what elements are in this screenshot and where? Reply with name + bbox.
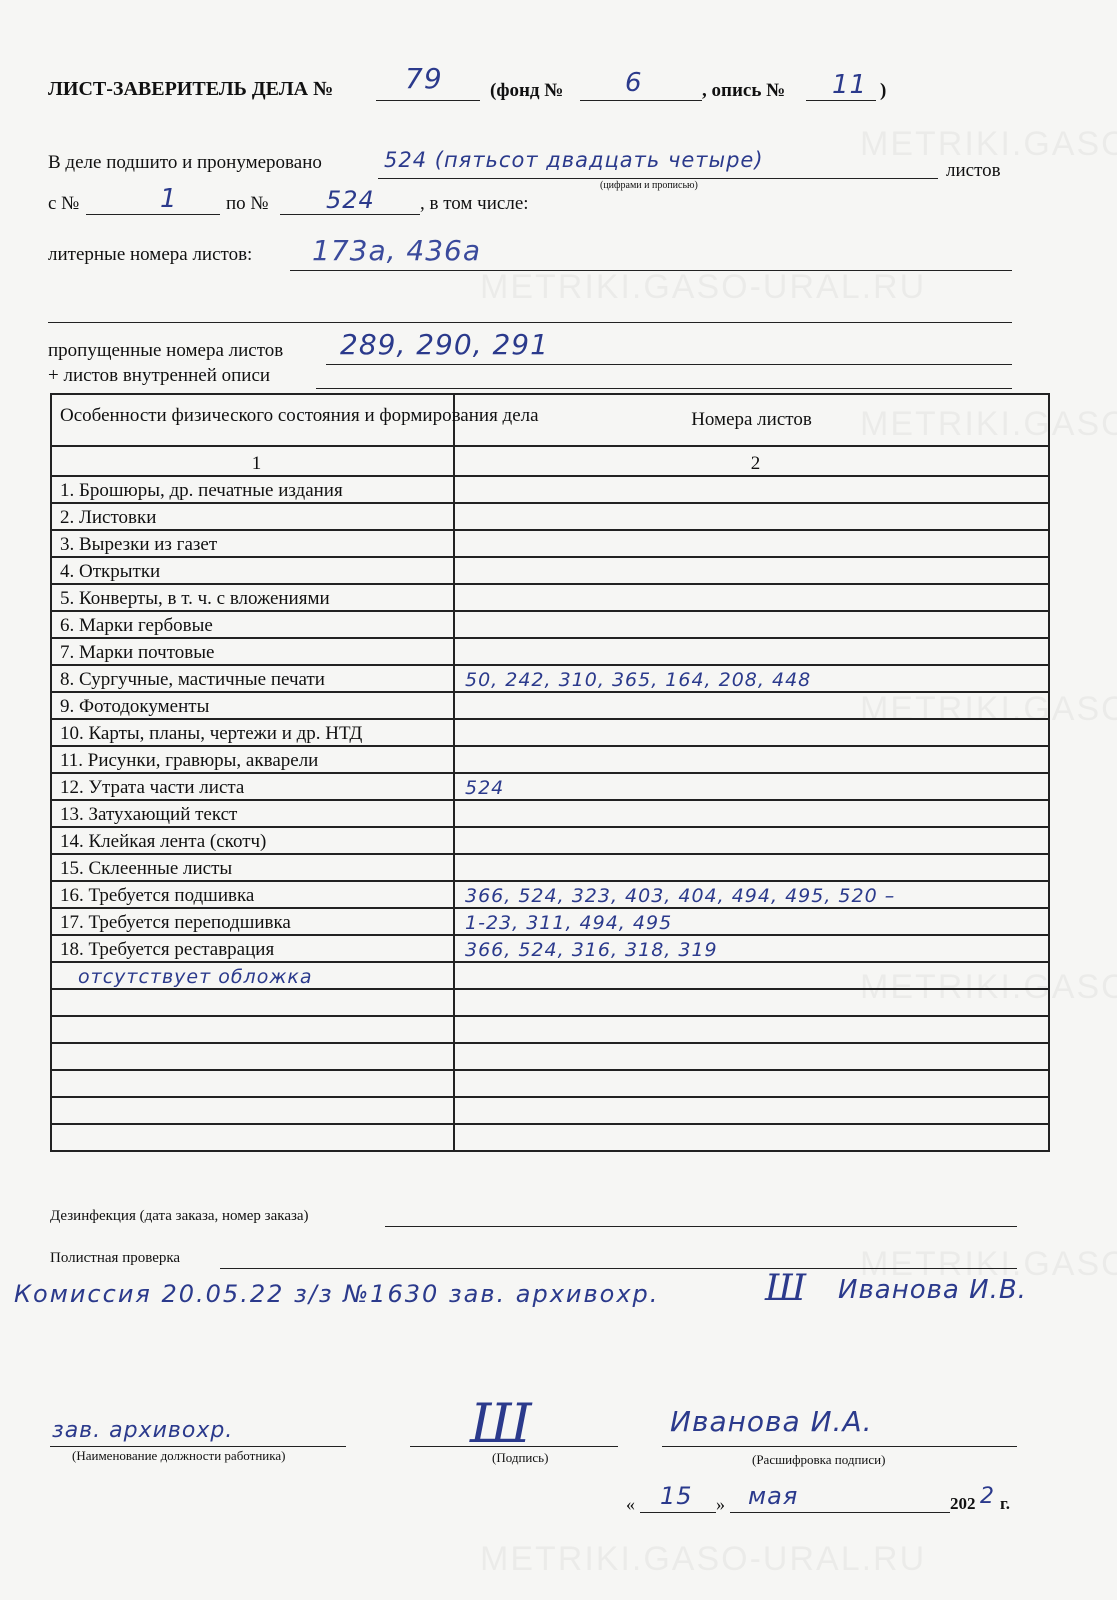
opis-label: , опись № xyxy=(702,80,786,101)
row-sheet-numbers xyxy=(454,503,1049,530)
year-prefix: 202 xyxy=(950,1494,976,1513)
row-sheet-numbers xyxy=(454,1124,1049,1151)
fond-no-line xyxy=(580,100,702,101)
table-row xyxy=(51,665,1049,692)
table-row xyxy=(51,989,1049,1016)
skipped-line xyxy=(326,364,1012,365)
literal-value: 173а, 436а xyxy=(312,234,482,267)
table-row xyxy=(51,935,1049,962)
check-label: Полистная проверка xyxy=(50,1250,181,1266)
sheets-value: 524 (пятьсот двадцать четыре) xyxy=(384,148,764,172)
opis-no-value: 11 xyxy=(832,70,868,100)
table-row xyxy=(51,746,1049,773)
row-label: 5. Конверты, в т. ч. с вложениями xyxy=(51,584,454,611)
row-sheet-numbers xyxy=(454,854,1049,881)
table-row xyxy=(51,1016,1049,1043)
table-row xyxy=(51,638,1049,665)
row-label: 18. Требуется реставрация xyxy=(51,935,454,962)
table-row xyxy=(51,827,1049,854)
table-row xyxy=(51,1124,1049,1151)
table-row xyxy=(51,962,1049,989)
row-label: 3. Вырезки из газет xyxy=(51,530,454,557)
row-sheet-numbers xyxy=(454,827,1049,854)
from-line xyxy=(86,214,220,215)
row-sheet-numbers: 366, 524, 316, 318, 319 xyxy=(454,935,1049,962)
row-label xyxy=(51,1043,454,1070)
name-line xyxy=(662,1446,1017,1447)
table-row xyxy=(51,854,1049,881)
literal-label: литерные номера листов: xyxy=(48,244,253,265)
month-line xyxy=(730,1512,950,1513)
table-row xyxy=(51,530,1049,557)
position-line xyxy=(50,1446,346,1447)
row-label: 2. Листовки xyxy=(51,503,454,530)
fond-label: (фонд № xyxy=(490,80,564,101)
from-label: с № xyxy=(48,193,80,214)
row-label: 15. Склеенные листы xyxy=(51,854,454,881)
skipped-value: 289, 290, 291 xyxy=(340,328,549,361)
incl-label: , в том числе: xyxy=(420,193,529,214)
row-sheet-numbers xyxy=(454,746,1049,773)
row-label: 9. Фотодокументы xyxy=(51,692,454,719)
quote-open: « xyxy=(626,1494,635,1514)
inner-label: + листов внутренней описи xyxy=(48,365,271,386)
row-label: 16. Требуется подшивка xyxy=(51,881,454,908)
signature-caption: (Подпись) xyxy=(492,1450,549,1465)
opis-no-line xyxy=(806,100,876,101)
row-label: 1. Брошюры, др. печатные издания xyxy=(51,476,454,503)
check-line xyxy=(220,1268,1017,1269)
row-sheet-numbers xyxy=(454,611,1049,638)
date-day: 15 xyxy=(660,1482,693,1510)
row-label xyxy=(51,1016,454,1043)
row-sheet-numbers xyxy=(454,584,1049,611)
row-sheet-numbers xyxy=(454,1043,1049,1070)
row-label: 14. Клейкая лента (скотч) xyxy=(51,827,454,854)
table-row xyxy=(51,773,1049,800)
name-value: Иванова И.А. xyxy=(670,1405,873,1438)
from-value: 1 xyxy=(160,184,178,214)
row-sheet-numbers xyxy=(454,1097,1049,1124)
to-value: 524 xyxy=(326,186,375,214)
sheets-caption: (цифрами и прописью) xyxy=(600,180,698,191)
row-sheet-numbers xyxy=(454,530,1049,557)
position-caption: (Наименование должности работника) xyxy=(72,1448,286,1463)
year-digit: 2 xyxy=(980,1484,995,1509)
disinfection-line xyxy=(385,1226,1017,1227)
year-suffix: г. xyxy=(1000,1494,1011,1513)
fond-no-value: 6 xyxy=(625,68,643,98)
row-sheet-numbers xyxy=(454,476,1049,503)
case-no-line xyxy=(376,100,480,101)
table-row xyxy=(51,557,1049,584)
check-signature: Ш xyxy=(765,1268,807,1309)
row-sheet-numbers: 524 xyxy=(454,773,1049,800)
name-caption: (Расшифровка подписи) xyxy=(752,1452,886,1467)
col2-header: Номера листов xyxy=(454,394,1049,446)
to-line xyxy=(280,214,420,215)
watermark xyxy=(480,268,926,307)
signature-mark: Ш xyxy=(470,1392,532,1455)
title-close: ) xyxy=(880,80,887,101)
row-label: 12. Утрата части листа xyxy=(51,773,454,800)
table-row xyxy=(51,908,1049,935)
sheets-label: В деле подшито и пронумеровано xyxy=(48,152,322,173)
table-row xyxy=(51,476,1049,503)
check-sign-name: Иванова И.В. xyxy=(838,1275,1027,1305)
row-label: 11. Рисунки, гравюры, акварели xyxy=(51,746,454,773)
row-label: отсутствует обложка xyxy=(51,962,454,989)
sheets-value-line xyxy=(378,178,938,179)
check-note: Комиссия 20.05.22 з/з №1630 зав. архивохр. xyxy=(14,1280,660,1308)
row-label xyxy=(51,1097,454,1124)
table-row xyxy=(51,692,1049,719)
row-label: 7. Марки почтовые xyxy=(51,638,454,665)
case-no-value: 79 xyxy=(405,62,443,95)
row-label xyxy=(51,1070,454,1097)
table-row xyxy=(51,503,1049,530)
row-sheet-numbers xyxy=(454,989,1049,1016)
watermark xyxy=(480,1540,926,1579)
to-label: по № xyxy=(226,193,269,214)
signature-line xyxy=(410,1446,618,1447)
row-sheet-numbers xyxy=(454,719,1049,746)
row-label xyxy=(51,989,454,1016)
row-sheet-numbers xyxy=(454,692,1049,719)
table-row xyxy=(51,1070,1049,1097)
skipped-label: пропущенные номера листов xyxy=(48,340,284,361)
day-line xyxy=(640,1512,716,1513)
row-sheet-numbers xyxy=(454,800,1049,827)
row-sheet-numbers: 366, 524, 323, 403, 404, 494, 495, 520 – xyxy=(454,881,1049,908)
table-row xyxy=(51,1043,1049,1070)
disinfection-label: Дезинфекция (дата заказа, номер заказа) xyxy=(50,1208,309,1224)
row-sheet-numbers xyxy=(454,962,1049,989)
table-row xyxy=(51,1097,1049,1124)
row-sheet-numbers: 50, 242, 310, 365, 164, 208, 448 xyxy=(454,665,1049,692)
table-row xyxy=(51,611,1049,638)
literal-line-2 xyxy=(48,322,1012,323)
table-row xyxy=(51,881,1049,908)
inner-line xyxy=(316,388,1012,389)
literal-line xyxy=(290,270,1012,271)
row-sheet-numbers: 1-23, 311, 494, 495 xyxy=(454,908,1049,935)
position-value: зав. архивохр. xyxy=(52,1418,234,1443)
row-label: 13. Затухающий текст xyxy=(51,800,454,827)
table-row xyxy=(51,800,1049,827)
col1-number: 1 xyxy=(51,446,454,476)
sheets-suffix: листов xyxy=(946,160,1001,181)
row-label: 8. Сургучные, мастичные печати xyxy=(51,665,454,692)
date-month: мая xyxy=(748,1482,799,1510)
row-sheet-numbers xyxy=(454,1016,1049,1043)
row-sheet-numbers xyxy=(454,557,1049,584)
row-label: 4. Открытки xyxy=(51,557,454,584)
table-row xyxy=(51,584,1049,611)
row-label: 10. Карты, планы, чертежи и др. НТД xyxy=(51,719,454,746)
col2-number: 2 xyxy=(454,446,1049,476)
row-label: 17. Требуется переподшивка xyxy=(51,908,454,935)
watermark xyxy=(860,125,1117,164)
table-row xyxy=(51,719,1049,746)
title-prefix: ЛИСТ-ЗАВЕРИТЕЛЬ ДЕЛА № xyxy=(48,78,334,100)
row-label xyxy=(51,1124,454,1151)
row-sheet-numbers xyxy=(454,1070,1049,1097)
row-sheet-numbers xyxy=(454,638,1049,665)
quote-close: » xyxy=(716,1494,725,1514)
condition-table xyxy=(50,393,1050,1152)
col1-header: Особенности физического состояния и формирования дела xyxy=(51,394,454,446)
row-label: 6. Марки гербовые xyxy=(51,611,454,638)
